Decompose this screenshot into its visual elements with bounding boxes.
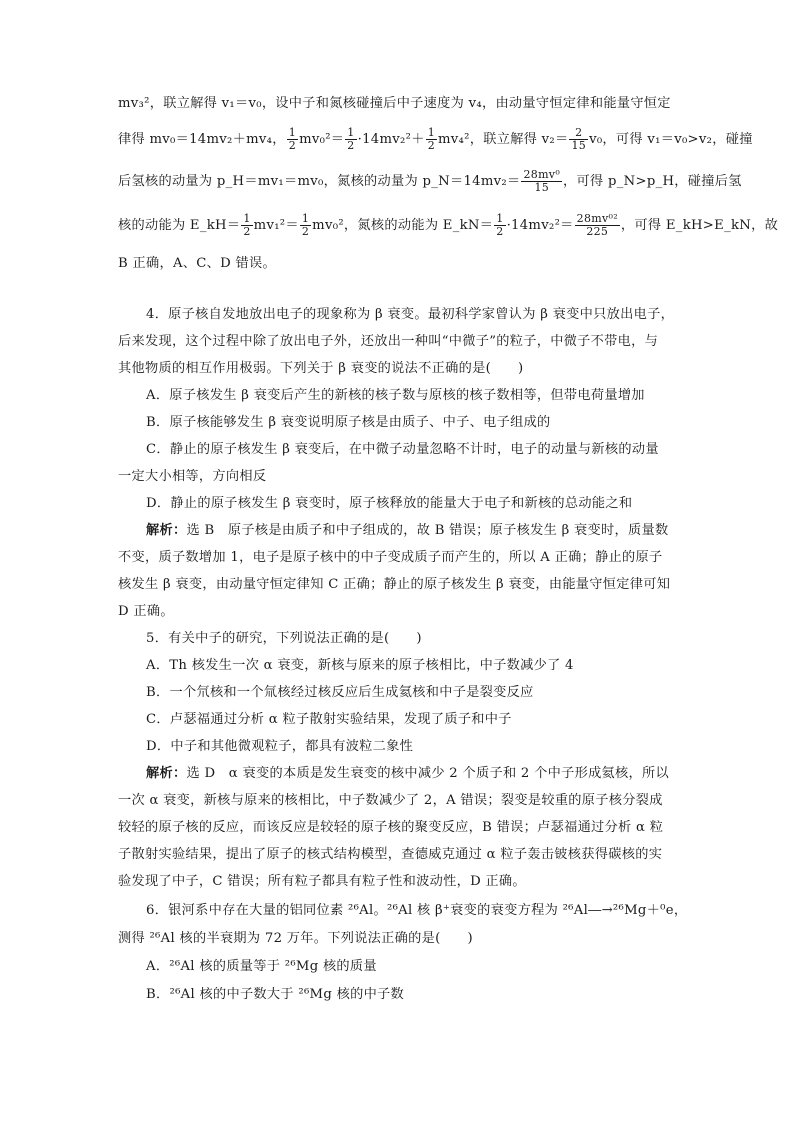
fraction-denominator: 2: [243, 225, 251, 238]
text-run: 核的动能为 E_kH＝: [118, 218, 241, 233]
text-run: 律得 mv₀＝14mv₂＋mv₄，: [118, 132, 286, 147]
text-run: mv₀²＝: [299, 132, 345, 147]
q5-option-b: B．一个氘核和一个氚核经过核反应后生成氦核和中子是裂变反应: [146, 685, 534, 700]
q4-answer-line-3: 核发生 β 衰变，由动量守恒定律知 C 正确；静止的原子核发生 β 衰变，由能量守恒定律可知: [118, 577, 671, 592]
q4-option-c-line-1: C．静止的原子核发生 β 衰变后，在中微子动量忽略不计时，电子的动量与新核的动量: [146, 442, 659, 457]
q4-stem-line-3: 其他物质的相互作用极弱。下列关于 β 衰变的说法不正确的是( ): [118, 361, 524, 376]
q5-answer-line-5: 验发现了中子，C 错误；所有粒子都具有粒子性和波动性，D 正确。: [118, 874, 526, 889]
q5-option-d: D．中子和其他微观粒子，都具有波粒二象性: [146, 739, 414, 754]
fraction-half: [241, 213, 252, 238]
q5-option-c: C．卢瑟福通过分析 α 粒子散射实验结果，发现了质子和中子: [146, 712, 512, 727]
text-run: ·14mv₂²＋: [357, 132, 425, 147]
fraction-numerator: 1: [243, 212, 251, 225]
q4-stem-line-2: 后来发现，这个过程中除了放出电子外，还放出一种叫“中微子”的粒子，中微子不带电，与: [118, 334, 659, 349]
fraction-numerator: 28mv⁰²: [576, 212, 618, 225]
text-run: ，可得 p_N>p_H，碰撞后氢: [563, 174, 742, 189]
text-run: v₀，可得 v₁＝v₀>v₂，碰撞: [589, 132, 753, 147]
fraction-half: [287, 127, 298, 152]
fraction-2-15: [569, 127, 588, 152]
fraction-numerator: 1: [496, 212, 504, 225]
prev-solution-line-5: B 正确，A、C、D 错误。: [118, 256, 276, 271]
q4-answer-line-4: D 正确。: [118, 604, 174, 619]
fraction-half: [345, 127, 356, 152]
q4-option-d: D．静止的原子核发生 β 衰变时，原子核释放的能量大于电子和新核的总动能之和: [146, 496, 633, 511]
q6-option-b: B．²⁶Al 核的中子数大于 ²⁶Mg 核的中子数: [146, 987, 405, 1002]
fraction-numerator: 1: [427, 126, 435, 139]
q4-option-b: B．原子核能够发生 β 衰变说明原子核是由质子、中子、电子组成的: [146, 415, 551, 430]
q5-answer-line-3: 较轻的原子核的反应，而该反应是较轻的原子核的聚变反应，B 错误；卢瑟福通过分析 α 粒: [118, 820, 664, 835]
answer-label: 解析：: [146, 523, 187, 538]
prev-solution-line-1: mv₃²，联立解得 v₁＝v₀，设中子和氮核碰撞后中子速度为 v₄，由动量守恒定律和能量守恒定: [118, 96, 671, 111]
fraction-denominator: 2: [288, 139, 297, 152]
fraction-denominator: 15: [571, 139, 587, 152]
prev-solution-line-3: [118, 166, 742, 198]
prev-solution-line-2: [118, 124, 753, 156]
q5-answer-line-1: [146, 764, 669, 784]
q4-option-a: A．原子核发生 β 衰变后产生的新核的核子数与原核的核子数相等，但带电荷量增加: [146, 388, 645, 403]
fraction-28-15: [521, 169, 562, 194]
fraction-numerator: 1: [301, 212, 310, 225]
fraction-denominator: 2: [301, 225, 310, 238]
fraction-denominator: 2: [496, 225, 504, 238]
q4-answer-line-2: 不变，质子数增加 1，电子是原子核中的中子变成质子而产生的，所以 A 正确；静止的原子: [118, 550, 663, 565]
q5-stem: 5．有关中子的研究，下列说法正确的是( ): [146, 631, 422, 646]
q4-option-c-line-2: 一定大小相等，方向相反: [118, 469, 267, 484]
prev-solution-line-4: [118, 210, 778, 242]
fraction-denominator: 2: [427, 139, 435, 152]
q6-option-a: A．²⁶Al 核的质量等于 ²⁶Mg 核的质量: [146, 959, 377, 974]
q4-answer-line-1: [146, 521, 668, 541]
q5-answer-line-2: 一次 α 衰变，新核与原来的核相比，中子数减少了 2，A 错误；裂变是较重的原子核分裂成: [118, 793, 663, 808]
text-run: mv₄²，联立解得 v₂＝: [438, 132, 569, 147]
fraction-numerator: 2: [569, 127, 588, 140]
text-run: 选 D α 衰变的本质是发生衰变的核中减少 2 个质子和 2 个中子形成氦核，所以: [186, 766, 669, 781]
text-run: mv₀²，氮核的动能为 E_kN＝: [312, 218, 494, 233]
q5-option-a: A．Th 核发生一次 α 衰变，新核与原来的原子核相比，中子数减少了 4: [146, 658, 574, 673]
fraction-denominator: 2: [347, 139, 355, 152]
fraction-denominator: 225: [586, 225, 609, 238]
fraction-half: [494, 213, 505, 238]
q5-answer-line-4: 子散射实验结果，提出了原子的核式结构模型，查德威克通过 α 粒子轰击铍核获得碳核的实: [118, 847, 663, 862]
text-run: ，可得 E_kH>E_kN，故: [620, 218, 779, 233]
text-run: mv₁²＝: [253, 218, 299, 233]
fraction-numerator: 28mv⁰: [523, 168, 561, 181]
text-run: ·14mv₂²＝: [506, 218, 574, 233]
text-run: 选 B 原子核是由质子和中子组成的，故 B 错误；原子核发生 β 衰变时，质量数: [186, 523, 669, 538]
fraction-numerator: 1: [347, 126, 355, 139]
answer-label: 解析：: [146, 766, 187, 781]
fraction-numerator: 1: [288, 126, 297, 139]
q6-stem-line-1: 6．银河系中存在大量的铝同位素 ²⁶Al。²⁶Al 核 β⁺衰变的衰变方程为 ²⁶Al―→²⁶Mg＋⁰e，: [146, 903, 688, 918]
fraction-half: [300, 213, 311, 238]
fraction-half: [426, 127, 437, 152]
text-run: 后氢核的动量为 p_H＝mv₁＝mv₀，氮核的动量为 p_N＝14mv₂＝: [118, 174, 521, 189]
q4-stem-line-1: 4．原子核自发地放出电子的现象称为 β 衰变。最初科学家曾认为 β 衰变中只放出电子，: [146, 307, 675, 322]
fraction-28-225: [575, 213, 620, 238]
fraction-denominator: 15: [534, 181, 550, 194]
q6-stem-line-2: 测得 ²⁶Al 核的半衰期为 72 万年。下列说法正确的是( ): [118, 931, 473, 946]
